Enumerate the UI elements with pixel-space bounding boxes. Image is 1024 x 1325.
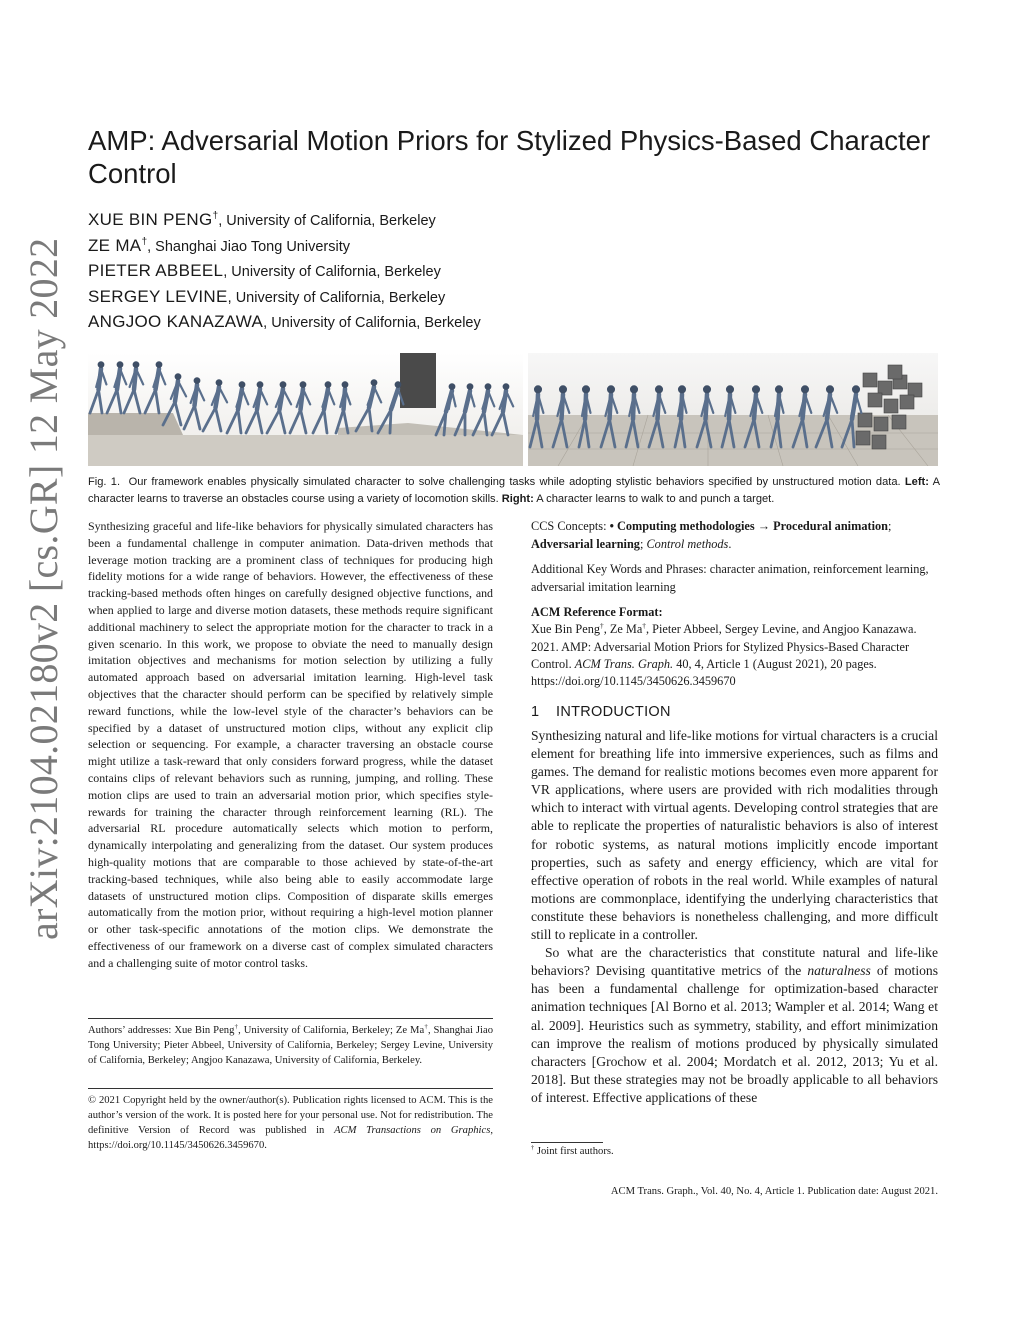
author-line: ANGJOO KANAZAWA, University of California, Berkeley: [88, 312, 481, 331]
obstacle-block: [400, 353, 436, 408]
introduction-text: [531, 727, 938, 1107]
author-line: PIETER ABBEEL, University of California, Berkeley: [88, 261, 441, 280]
figure-caption: Fig. 1. Our framework enables physically simulated character to solve challenging tasks while adopting stylistic behaviors specified by unstructured motion data. Left: A character learns to traverse an obstacles course using a variety of locomotion skills. Right: A character learns to walk to and punch a target.: [88, 476, 940, 505]
left-panel: [88, 353, 523, 466]
arxiv-stamp: arXiv:2104.02180v2 [cs.GR] 12 May 2022: [21, 237, 66, 940]
ccs-concepts: CCS Concepts: • Computing methodologies → Procedural animation; Adversarial learning; Control methods.: [531, 519, 892, 551]
section-heading: 1 INTRODUCTION: [531, 704, 671, 720]
divider: [88, 1018, 493, 1019]
divider: [88, 1088, 493, 1089]
author-line: SERGEY LEVINE, University of California, Berkeley: [88, 286, 446, 306]
author-list: [88, 208, 888, 336]
author-line: ZE MA†, Shanghai Jiao Tong University: [88, 235, 350, 255]
teaser-figure: [88, 353, 938, 466]
paper-title: AMP: Adversarial Motion Priors for Stylized Physics-Based Character Control: [88, 125, 931, 189]
acm-reference: ACM Reference Format: Xue Bin Peng†, Ze Ma†, Pieter Abbeel, Sergey Levine, and Angjoo Kanazawa. 2021. AMP: Adversarial Motion Priors for Stylized Physics-Based Character Control. ACM Trans. Graph. 40, 4, Article 1 (August 2021), 20 pages. https://doi.org/10.1145/3450626.3459670: [531, 605, 917, 689]
abstract: Synthesizing graceful and life-like behaviors for physically simulated characters has been a fundamental challenge in computer animation. Data-driven methods that leverage motion tracking are a prominent class of techniques for producing high fidelity motions for a wide range of behaviors. However, the effectiveness of these tracking-based methods often hinges on carefully designed objective functions, and when applied to large and diverse motion datasets, these methods require significant additional machinery to select the appropriate motion for the character to track in a given scenario. In this work, we propose to obviate the need to manually design imitation objectives and mechanisms for motion selection by utilizing a fully automated approach based on adversarial imitation learning. High-level task objectives that the character should perform can be specified by relatively simple reward functions, while the low-level style of the character’s behaviors can be specified by a dataset of unstructured motion clips, without any explicit clip selection or sequencing. For example, a character traversing an obstacle course might utilize a task-reward that only considers forward progress, while the dataset contains clips of relevant behaviors such as running, jumping, and rolling. These motion clips are used to train an adversarial motion prior, which specifies style-rewards for training the character through reinforcement learning (RL). The adversarial RL procedure automatically selects which motion to perform, dynamically interpolating and generalizing from the dataset. Our system produces high-quality motions that are comparable to those achieved by state-of-the-art tracking-based techniques, while also being able to easily accommodate large datasets of unstructured motion clips. Composition of disparate skills emerges automatically from the motion prior, without requiring a high-level motion planner or other task-specific annotations of the motion clips. We demonstrate the effectiveness of our framework on a diverse cast of complex simulated characters and a challenging suite of motor control tasks.: [88, 519, 493, 970]
paragraph: Synthesizing natural and life-like motions for virtual characters is a crucial element for breathing life into immersive experiences, such as films and games. The demand for realistic motions becomes even more apparent for VR applications, where users are provided with rich modalities through which to interact with virtual agents. Developing control strategies that are able to replicate the properties of naturalistic behaviors is also of interest for robotic systems, as natural motions implicitly encode important properties, such as safety and energy efficiency, which are vital for effective operation of robots in the real world. While examples of natural motions are commonplace, identifying the underlying characteristics that constitute these behaviors is nonetheless challenging, and more difficult still to replicate in a controller.: [531, 728, 938, 943]
author-addresses: Authors’ addresses: Xue Bin Peng†, University of California, Berkeley; Ze Ma†, Shanghai Jiao Tong University; Pieter Abbeel, University of California, Berkeley; Sergey Levine, University of California, Berkeley; Angjoo Kanazawa, University of California, Berkeley.: [88, 1023, 493, 1066]
author-line: XUE BIN PENG†, University of California, Berkeley: [88, 210, 436, 229]
page-footer: ACM Trans. Graph., Vol. 40, No. 4, Article 1. Publication date: August 2021.: [610, 1186, 938, 1197]
footnote: † Joint first authors.: [531, 1144, 614, 1157]
keywords: Additional Key Words and Phrases: character animation, reinforcement learning, adversarial imitation learning: [531, 562, 929, 594]
copyright-notice: © 2021 Copyright held by the owner/author(s). Publication rights licensed to ACM. This is the author’s version of the work. It is posted here for your personal use. Not for redistribution. The definitive Version of Record was published in ACM Transactions on Graphics, https://doi.org/10.1145/3450626.3459670.: [88, 1095, 493, 1151]
paragraph: So what are the characteristics that constitute natural and life-like behaviors? Devising quantitative metrics of the naturalness of motions has been a fundamental challenge for optimization-based character animation techniques [Al Borno et al. 2013; Wampler et al. 2014; Wang et al. 2009]. Heuristics such as symmetry, stability, and effort minimization can improve the realism of motions produced by physically simulated characters [Grochow et al. 2004; Mordatch et al. 2012, 2013; Yu et al. 2018]. But these strategies may not be broadly applicable to all behaviors of interest. Effective applications of these: [531, 945, 938, 1105]
footnote-divider: [531, 1142, 603, 1143]
